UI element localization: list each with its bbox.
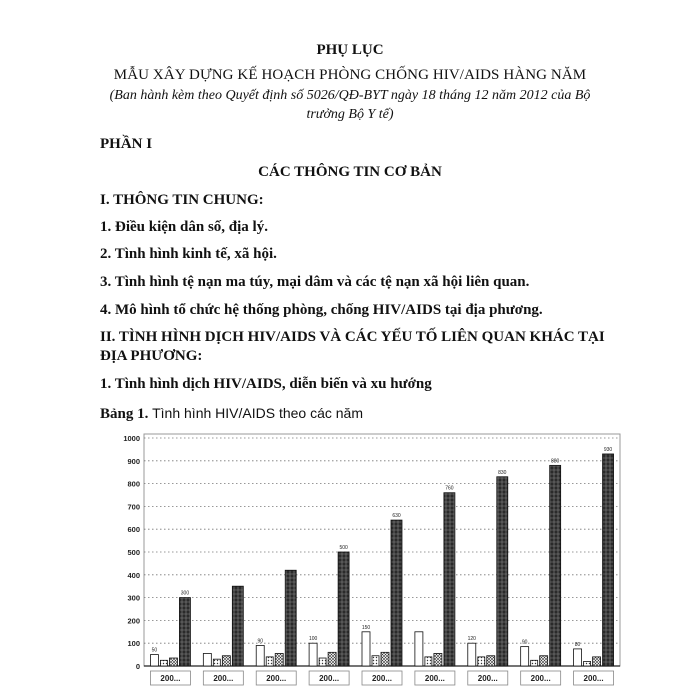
x-tick-label: 200...: [530, 674, 551, 683]
data-label: 50: [151, 647, 158, 654]
table-label: Bảng 1.: [100, 406, 149, 422]
bar: [381, 652, 389, 666]
bar: [309, 643, 317, 666]
bar: [232, 586, 243, 666]
bar: [338, 552, 349, 666]
bar: [444, 493, 455, 666]
bar: [222, 656, 230, 666]
section-1-item: 2. Tình hình kinh tế, xã hội.: [100, 246, 277, 262]
decision-note-line-1: (Ban hành kèm theo Quyết định số 5026/QĐ-BYT ngày 18 tháng 12 năm 2012 của Bộ: [109, 88, 591, 103]
data-label: 90: [521, 639, 528, 646]
bar: [584, 661, 591, 666]
data-label: 90: [257, 638, 264, 645]
bar: [150, 655, 158, 666]
x-tick-label: 200...: [319, 674, 340, 683]
bar: [213, 659, 220, 666]
x-tick-label: 200...: [371, 674, 393, 683]
x-tick-label: 200...: [424, 674, 445, 683]
part-label: PHẦN I: [100, 136, 153, 152]
bar: [531, 660, 538, 666]
data-label: 500: [339, 545, 348, 551]
x-tick-label: 200...: [583, 674, 604, 683]
bar: [497, 477, 508, 666]
y-tick-label: 200: [127, 616, 140, 626]
bar: [593, 657, 601, 666]
bar: [203, 653, 211, 666]
bar: [540, 656, 548, 666]
bar: [415, 632, 423, 666]
plot-frame: [144, 434, 620, 666]
x-tick-label: 200...: [213, 674, 234, 683]
y-tick-label: 300: [127, 593, 140, 603]
hiv-aids-bar-chart: [108, 428, 628, 700]
section-1-item: 1. Điều kiện dân số, địa lý.: [100, 219, 268, 235]
x-tick-label: 200...: [266, 674, 287, 683]
data-label: 100: [308, 636, 318, 643]
data-label: 150: [361, 624, 371, 631]
bar: [319, 658, 326, 666]
section-2-subheading: 1. Tình hình dịch HIV/AIDS, diễn biến và xu hướng: [100, 376, 432, 392]
data-label: 830: [498, 469, 507, 476]
data-label: 630: [392, 513, 401, 520]
table-caption-text: Tình hình HIV/AIDS theo các năm: [152, 405, 363, 421]
y-tick-label: 900: [127, 456, 140, 466]
appendix-title: PHỤ LỤC: [316, 42, 384, 58]
y-tick-label: 700: [127, 502, 140, 512]
part-title: CÁC THÔNG TIN CƠ BẢN: [258, 164, 442, 180]
data-label: 930: [603, 446, 613, 453]
bar: [478, 657, 485, 666]
data-label: 80: [574, 641, 581, 648]
data-label: 880: [550, 458, 560, 465]
section-1-item: 3. Tình hình tệ nạn ma túy, mại dâm và các tệ nạn xã hội liên quan.: [100, 274, 530, 290]
data-label: 300: [180, 590, 190, 597]
y-tick-label: 400: [127, 570, 140, 580]
y-tick-label: 1000: [123, 434, 140, 443]
y-tick-label: 100: [127, 639, 140, 649]
y-tick-label: 800: [127, 479, 140, 489]
bar: [328, 652, 336, 666]
bar: [256, 645, 264, 666]
x-tick-label: 200...: [160, 674, 181, 683]
bar: [434, 653, 442, 666]
bar: [285, 570, 296, 666]
bar: [603, 454, 614, 666]
section-2-heading: II. TÌNH HÌNH DỊCH HIV/AIDS VÀ CÁC YẾU TỐ LIÊN QUAN KHÁC TẠI ĐỊA PHƯƠNG:: [100, 329, 605, 364]
bar: [468, 643, 476, 666]
bar: [160, 660, 167, 666]
x-tick-label: 200...: [477, 674, 498, 683]
section-1-heading: I. THÔNG TIN CHUNG:: [100, 192, 264, 208]
decision-note: [0, 86, 700, 124]
y-tick-label: 0: [135, 662, 140, 671]
bar: [550, 465, 561, 666]
bar: [169, 658, 177, 666]
bar: [574, 649, 582, 666]
bar: [275, 653, 283, 666]
bar: [179, 598, 190, 666]
data-label: 120: [467, 636, 476, 643]
bar: [391, 520, 402, 666]
section-1-item: 4. Mô hình tổ chức hệ thống phòng, chống HIV/AIDS tại địa phương.: [100, 302, 543, 318]
bar: [425, 657, 432, 666]
y-tick-label: 500: [127, 548, 140, 557]
bar: [521, 647, 529, 666]
data-label: 760: [445, 485, 454, 492]
bar: [372, 656, 379, 666]
bar: [487, 656, 495, 666]
bar: [362, 632, 370, 666]
document-subtitle: MẪU XÂY DỰNG KẾ HOẠCH PHÒNG CHỐNG HIV/AIDS HÀNG NĂM: [113, 67, 587, 83]
table-caption: [100, 405, 363, 423]
y-tick-label: 600: [127, 525, 140, 535]
decision-note-line-2: trưởng Bộ Y tế): [306, 107, 394, 122]
bar: [266, 657, 273, 666]
